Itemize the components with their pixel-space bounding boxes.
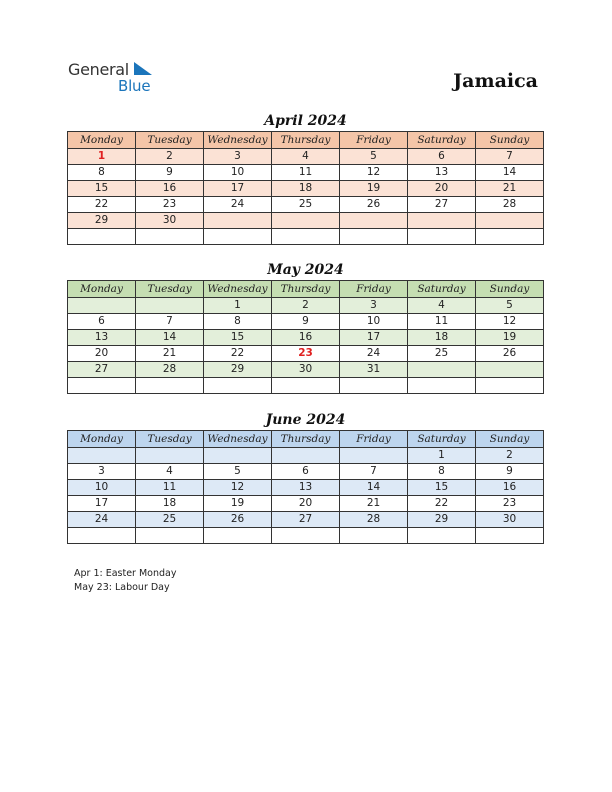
day-cell: 26 xyxy=(476,346,544,362)
week-row xyxy=(68,346,544,362)
day-cell: 11 xyxy=(408,314,476,330)
day-cell: 4 xyxy=(136,464,204,480)
brand-logo xyxy=(68,60,168,96)
day-cell: 27 xyxy=(272,512,340,528)
day-cell: 14 xyxy=(136,330,204,346)
calendar-table xyxy=(67,280,544,394)
day-cell xyxy=(136,298,204,314)
weekday-header: Monday xyxy=(68,431,136,448)
day-cell: 19 xyxy=(476,330,544,346)
week-row xyxy=(68,149,544,165)
day-cell: 4 xyxy=(272,149,340,165)
day-cell: 19 xyxy=(340,181,408,197)
day-cell xyxy=(68,528,136,544)
day-cell xyxy=(136,528,204,544)
day-cell: 18 xyxy=(408,330,476,346)
day-cell: 2 xyxy=(136,149,204,165)
week-row xyxy=(68,213,544,229)
day-cell: 1 xyxy=(408,448,476,464)
month-title: April 2024 xyxy=(264,113,347,129)
day-cell: 18 xyxy=(272,181,340,197)
day-cell xyxy=(476,378,544,394)
day-cell xyxy=(476,229,544,245)
month-april xyxy=(67,112,544,245)
weekday-header-row xyxy=(68,132,544,149)
day-cell xyxy=(272,378,340,394)
day-cell: 20 xyxy=(272,496,340,512)
week-row xyxy=(68,464,544,480)
day-cell xyxy=(340,448,408,464)
weekday-header: Saturday xyxy=(408,431,476,448)
logo-text-blue: Blue xyxy=(118,77,151,95)
day-cell xyxy=(340,213,408,229)
day-cell: 28 xyxy=(476,197,544,213)
day-cell: 26 xyxy=(340,197,408,213)
calendar-table xyxy=(67,430,544,544)
day-cell: 16 xyxy=(476,480,544,496)
day-cell: 3 xyxy=(340,298,408,314)
day-cell: 13 xyxy=(408,165,476,181)
day-cell: 13 xyxy=(68,330,136,346)
weekday-header: Friday xyxy=(340,132,408,149)
day-cell: 4 xyxy=(408,298,476,314)
day-cell xyxy=(340,378,408,394)
day-cell xyxy=(340,229,408,245)
day-cell: 29 xyxy=(408,512,476,528)
day-cell: 30 xyxy=(476,512,544,528)
day-cell: 19 xyxy=(204,496,272,512)
day-cell: 7 xyxy=(340,464,408,480)
day-cell xyxy=(408,528,476,544)
day-cell xyxy=(272,213,340,229)
weekday-header: Thursday xyxy=(272,281,340,298)
day-cell: 16 xyxy=(272,330,340,346)
weekday-header: Tuesday xyxy=(136,132,204,149)
week-row xyxy=(68,314,544,330)
calendar-table xyxy=(67,131,544,245)
day-cell: 6 xyxy=(272,464,340,480)
day-cell: 6 xyxy=(408,149,476,165)
day-cell: 16 xyxy=(136,181,204,197)
day-cell xyxy=(136,378,204,394)
week-row xyxy=(68,197,544,213)
day-cell: 3 xyxy=(68,464,136,480)
day-cell: 8 xyxy=(204,314,272,330)
day-cell: 1 xyxy=(68,149,136,165)
day-cell xyxy=(204,229,272,245)
day-cell: 27 xyxy=(408,197,476,213)
day-cell: 5 xyxy=(476,298,544,314)
day-cell: 10 xyxy=(340,314,408,330)
day-cell xyxy=(68,378,136,394)
day-cell: 21 xyxy=(136,346,204,362)
day-cell: 28 xyxy=(340,512,408,528)
day-cell: 29 xyxy=(68,213,136,229)
day-cell: 22 xyxy=(204,346,272,362)
day-cell xyxy=(136,229,204,245)
weekday-header: Thursday xyxy=(272,132,340,149)
day-cell: 27 xyxy=(68,362,136,378)
day-cell: 5 xyxy=(340,149,408,165)
day-cell: 13 xyxy=(272,480,340,496)
day-cell xyxy=(204,448,272,464)
day-cell: 5 xyxy=(204,464,272,480)
day-cell: 10 xyxy=(204,165,272,181)
day-cell xyxy=(408,362,476,378)
day-cell: 25 xyxy=(408,346,476,362)
weekday-header: Saturday xyxy=(408,132,476,149)
day-cell xyxy=(476,528,544,544)
month-title: May 2024 xyxy=(267,262,344,278)
day-cell: 30 xyxy=(272,362,340,378)
day-cell: 21 xyxy=(340,496,408,512)
holiday-note: Apr 1: Easter Monday xyxy=(74,568,177,579)
day-cell: 17 xyxy=(68,496,136,512)
day-cell: 7 xyxy=(136,314,204,330)
weekday-header: Monday xyxy=(68,281,136,298)
weekday-header: Tuesday xyxy=(136,281,204,298)
day-cell: 23 xyxy=(272,346,340,362)
day-cell: 17 xyxy=(340,330,408,346)
weekday-header-row xyxy=(68,431,544,448)
day-cell xyxy=(204,528,272,544)
day-cell: 9 xyxy=(136,165,204,181)
day-cell: 24 xyxy=(340,346,408,362)
day-cell xyxy=(408,213,476,229)
day-cell xyxy=(68,298,136,314)
day-cell: 7 xyxy=(476,149,544,165)
day-cell: 10 xyxy=(68,480,136,496)
day-cell: 3 xyxy=(204,149,272,165)
day-cell: 21 xyxy=(476,181,544,197)
weekday-header: Sunday xyxy=(476,431,544,448)
week-row xyxy=(68,298,544,314)
day-cell: 26 xyxy=(204,512,272,528)
week-row xyxy=(68,330,544,346)
triangle-logo-icon xyxy=(134,62,154,76)
weekday-header: Wednesday xyxy=(204,281,272,298)
day-cell xyxy=(476,362,544,378)
day-cell: 23 xyxy=(136,197,204,213)
day-cell xyxy=(68,229,136,245)
day-cell: 20 xyxy=(68,346,136,362)
month-may xyxy=(67,261,544,394)
day-cell: 9 xyxy=(476,464,544,480)
day-cell: 9 xyxy=(272,314,340,330)
country-title: Jamaica xyxy=(453,70,538,92)
month-title: June 2024 xyxy=(265,412,346,428)
day-cell: 24 xyxy=(204,197,272,213)
day-cell: 31 xyxy=(340,362,408,378)
week-row xyxy=(68,165,544,181)
day-cell: 22 xyxy=(408,496,476,512)
holiday-notes xyxy=(74,567,177,595)
day-cell xyxy=(204,213,272,229)
day-cell xyxy=(204,378,272,394)
day-cell: 23 xyxy=(476,496,544,512)
day-cell: 20 xyxy=(408,181,476,197)
day-cell: 12 xyxy=(204,480,272,496)
week-row xyxy=(68,229,544,245)
week-row xyxy=(68,528,544,544)
day-cell: 28 xyxy=(136,362,204,378)
week-row xyxy=(68,448,544,464)
day-cell: 2 xyxy=(476,448,544,464)
day-cell: 30 xyxy=(136,213,204,229)
day-cell: 24 xyxy=(68,512,136,528)
day-cell xyxy=(408,229,476,245)
day-cell xyxy=(476,213,544,229)
month-june xyxy=(67,411,544,544)
weekday-header: Sunday xyxy=(476,132,544,149)
day-cell xyxy=(340,528,408,544)
weekday-header: Saturday xyxy=(408,281,476,298)
day-cell: 8 xyxy=(408,464,476,480)
day-cell: 12 xyxy=(340,165,408,181)
day-cell xyxy=(68,448,136,464)
weekday-header: Wednesday xyxy=(204,132,272,149)
day-cell: 2 xyxy=(272,298,340,314)
day-cell: 15 xyxy=(204,330,272,346)
day-cell xyxy=(408,378,476,394)
week-row xyxy=(68,480,544,496)
day-cell xyxy=(272,448,340,464)
weekday-header: Thursday xyxy=(272,431,340,448)
weekday-header: Tuesday xyxy=(136,431,204,448)
week-row xyxy=(68,378,544,394)
day-cell: 14 xyxy=(476,165,544,181)
day-cell: 12 xyxy=(476,314,544,330)
weekday-header-row xyxy=(68,281,544,298)
weekday-header: Sunday xyxy=(476,281,544,298)
day-cell xyxy=(272,229,340,245)
day-cell: 11 xyxy=(272,165,340,181)
weekday-header: Monday xyxy=(68,132,136,149)
day-cell: 15 xyxy=(408,480,476,496)
day-cell: 18 xyxy=(136,496,204,512)
week-row xyxy=(68,496,544,512)
day-cell: 6 xyxy=(68,314,136,330)
day-cell: 11 xyxy=(136,480,204,496)
day-cell: 17 xyxy=(204,181,272,197)
weekday-header: Friday xyxy=(340,431,408,448)
week-row xyxy=(68,362,544,378)
weekday-header: Friday xyxy=(340,281,408,298)
day-cell: 14 xyxy=(340,480,408,496)
day-cell xyxy=(272,528,340,544)
week-row xyxy=(68,512,544,528)
day-cell: 25 xyxy=(272,197,340,213)
weekday-header: Wednesday xyxy=(204,431,272,448)
day-cell: 22 xyxy=(68,197,136,213)
holiday-note: May 23: Labour Day xyxy=(74,582,170,593)
day-cell xyxy=(136,448,204,464)
week-row xyxy=(68,181,544,197)
logo-text-general: General xyxy=(68,60,129,79)
day-cell: 25 xyxy=(136,512,204,528)
day-cell: 8 xyxy=(68,165,136,181)
day-cell: 29 xyxy=(204,362,272,378)
day-cell: 15 xyxy=(68,181,136,197)
day-cell: 1 xyxy=(204,298,272,314)
